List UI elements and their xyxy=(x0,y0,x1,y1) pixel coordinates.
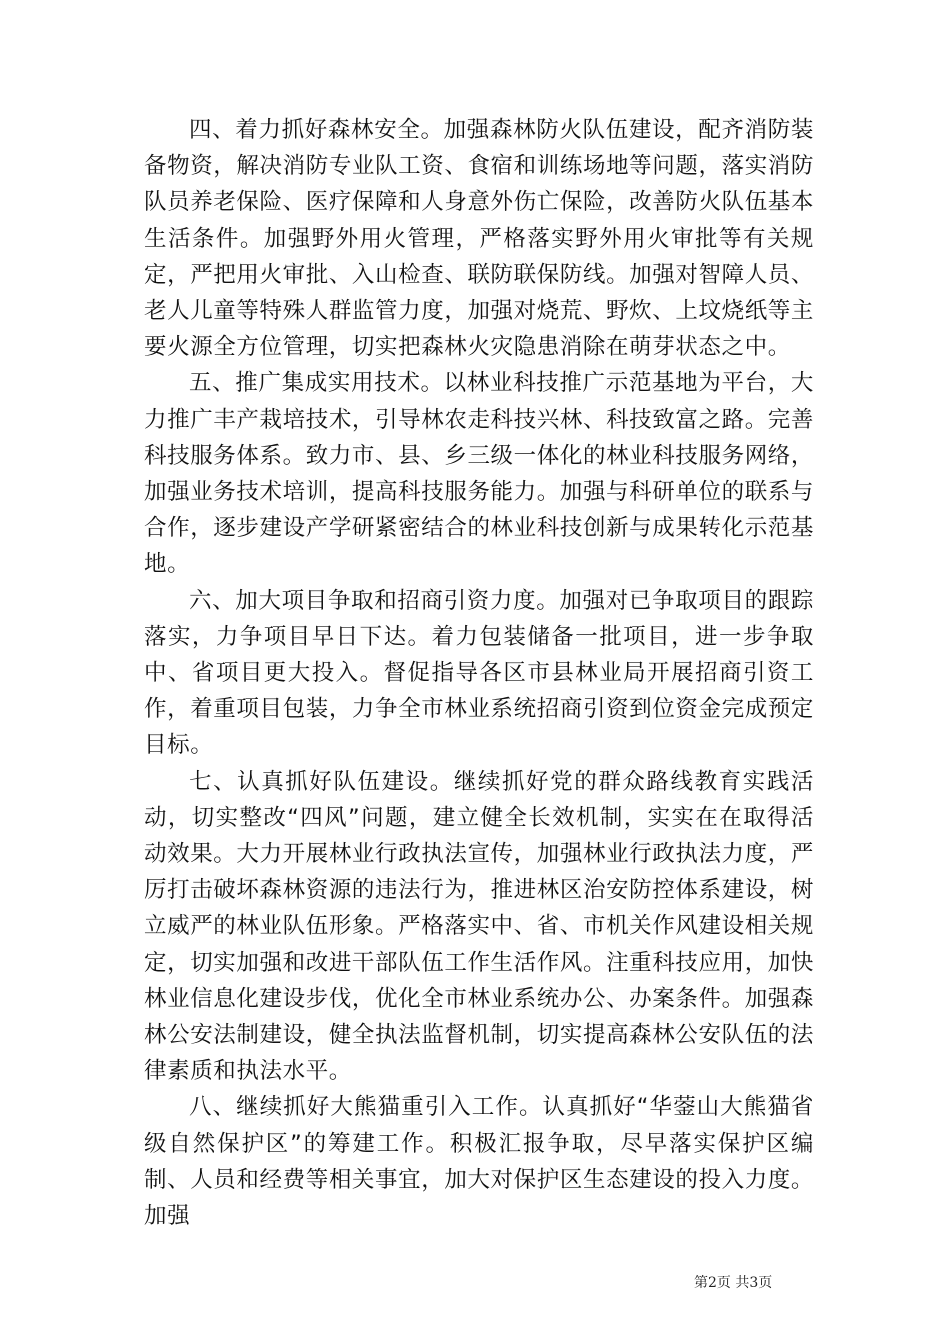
body-text xyxy=(144,112,814,1234)
paragraph-project-investment: 六、加大项目争取和招商引资力度。加强对已争取项目的跟踪落实，力争项目早日下达。着力包装储备一批项目，进一步争取中、省项目更大投入。督促指导各区市县林业局开展招商引资工作，着重项目包装，力争全市林业系统招商引资到位资金完成预定目标。 xyxy=(144,587,814,759)
paragraph-technology-promotion: 五、推广集成实用技术。以林业科技推广示范基地为平台，大力推广丰产栽培技术，引导林农走科技兴林、科技致富之路。完善科技服务体系。致力市、县、乡三级一体化的林业科技服务网络，加强业务技术培训，提高科技服务能力。加强与科研单位的联系与合作，逐步建设产学研紧密结合的林业科技创新与成果转化示范基地。 xyxy=(144,370,814,578)
footer-total-pages: 3 xyxy=(749,1275,759,1291)
footer-prefix: 第 xyxy=(694,1275,708,1291)
paragraph-team-building: 七、认真抓好队伍建设。继续抓好党的群众路线教育实践活动，切实整改“四风”问题，建立健全长效机制，实实在在取得活动效果。大力开展林业行政执法宣传，加强林业行政执法力度，严厉打击破坏森林资源的违法行为，推进林区治安防控体系建设，树立威严的林业队伍形象。严格落实中、省、市机关作风建设相关规定，切实加强和改进干部队伍工作生活作风。注重科技应用，加快林业信息化建设步伐，优化全市林业系统办公、办案条件。加强森林公安法制建设，健全执法监督机制，切实提高森林公安队伍的法律素质和执法水平。 xyxy=(144,768,814,1085)
paragraph-forest-safety: 四、着力抓好森林安全。加强森林防火队伍建设，配齐消防装备物资，解决消防专业队工资、食宿和训练场地等问题，落实消防队员养老保险、医疗保障和人身意外伤亡保险，改善防火队伍基本生活条件。加强野外用火管理，严格落实野外用火审批等有关规定，严把用火审批、入山检查、联防联保防线。加强对智障人员、老人儿童等特殊人群监管力度，加强对烧荒、野炊、上坟烧纸等主要火源全方位管理，切实把森林火灾隐患消除在萌芽状态之中。 xyxy=(144,117,814,361)
paragraph-giant-panda: 八、继续抓好大熊猫重引入工作。认真抓好“华蓥山大熊猫省级自然保护区”的筹建工作。积极汇报争取，尽早落实保护区编制、人员和经费等相关事宜，加大对保护区生态建设的投入力度。加强 xyxy=(144,1094,814,1230)
footer-middle: 页 共 xyxy=(716,1275,750,1291)
footer-current-page: 2 xyxy=(708,1275,717,1291)
page-number-footer xyxy=(694,1272,772,1292)
footer-suffix: 页 xyxy=(758,1275,773,1291)
